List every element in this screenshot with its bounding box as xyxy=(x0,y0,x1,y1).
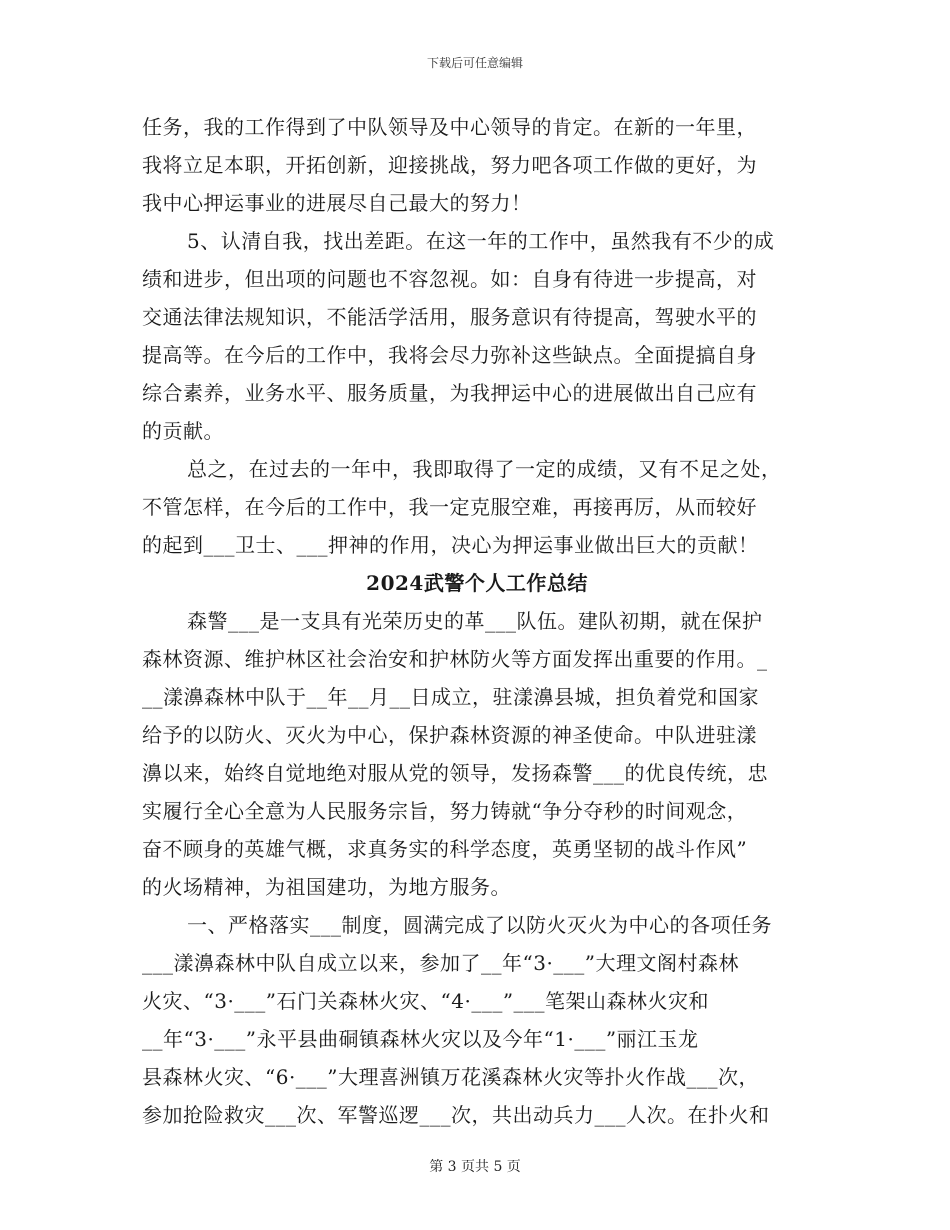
body-line: 绩和进步，但出项的问题也不容忽视。如：自身有待进一步提高，对 xyxy=(142,267,757,291)
section-title: 2024武警个人工作总结 xyxy=(366,571,588,595)
body-line: 火灾、“3·___”石门关森林火灾、“4·___”___笔架山森林火灾和 xyxy=(142,989,710,1013)
body-line: 奋不顾身的英雄气概，求真务实的科学态度，英勇坚韧的战斗作风” xyxy=(142,837,748,861)
body-line: 给予的以防火、灭火为中心，保护森林资源的神圣使命。中队进驻漾 xyxy=(142,723,757,747)
body-line: 的起到___卫士、___押神的作用，决心为押运事业做出巨大的贡献！ xyxy=(142,533,759,557)
body-line: 县森林火灾、“6·___”大理喜洲镇万花溪森林火灾等扑火作战___次， xyxy=(142,1065,760,1089)
body-line: ___漾濞森林中队自成立以来，参加了__年“3·___”大理文阁村森林 xyxy=(142,951,740,975)
body-line: 参加抢险救灾___次、军警巡逻___次，共出动兵力___人次。在扑火和 xyxy=(142,1103,770,1127)
paragraph-start-line: 一、严格落实___制度，圆满完成了以防火灭火为中心的各项任务 xyxy=(187,913,772,937)
page-header-note: 下载后可任意编辑 xyxy=(426,56,523,70)
body-line: 综合素养，业务水平、服务质量，为我押运中心的进展做出自己应有 xyxy=(142,381,757,405)
body-line: 提高等。在今后的工作中，我将会尽力弥补这些缺点。全面提搞自身 xyxy=(142,343,757,367)
paragraph-start-line: 5、认清自我，找出差距。在这一年的工作中，虽然我有不少的成 xyxy=(187,229,775,253)
body-line: 我中心押运事业的进展尽自己最大的努力！ xyxy=(142,191,532,215)
page-number: 第 3 页共 5 页 xyxy=(429,1159,521,1175)
body-line: 不管怎样，在今后的工作中，我一定克服空难，再接再厉，从而较好 xyxy=(142,495,757,519)
body-line: 交通法律法规知识，不能活学活用，服务意识有待提高，驾驶水平的 xyxy=(142,305,757,329)
paragraph-start-line: 总之，在过去的一年中，我即取得了一定的成绩，又有不足之处， xyxy=(187,457,782,481)
body-line: 森林资源、维护林区社会治安和护林防火等方面发挥出重要的作用。_ xyxy=(142,647,768,671)
body-line: 的火场精神，为祖国建功，为地方服务。 xyxy=(142,875,511,899)
body-line: 我将立足本职，开拓创新，迎接挑战，努力吧各项工作做的更好，为 xyxy=(142,153,757,177)
paragraph-start-line: 森警___是一支具有光荣历史的革___队伍。建队初期，就在保护 xyxy=(187,609,763,633)
body-line: 濞以来，始终自觉地绝对服从党的领导，发扬森警___的优良传统，忠 xyxy=(142,761,768,785)
body-line: 任务，我的工作得到了中队领导及中心领导的肯定。在新的一年里， xyxy=(142,115,757,139)
document-body xyxy=(142,108,812,1134)
body-line: __年“3·___”永平县曲硐镇森林火灾以及今年“1·___”丽江玉龙 xyxy=(142,1027,699,1051)
body-line: 实履行全心全意为人民服务宗旨，努力铸就“争分夺秒的时间观念， xyxy=(142,799,748,823)
body-line: 的贡献。 xyxy=(142,419,224,443)
body-line: __漾濞森林中队于__年__月__日成立，驻漾濞县城，担负着党和国家 xyxy=(142,685,759,709)
